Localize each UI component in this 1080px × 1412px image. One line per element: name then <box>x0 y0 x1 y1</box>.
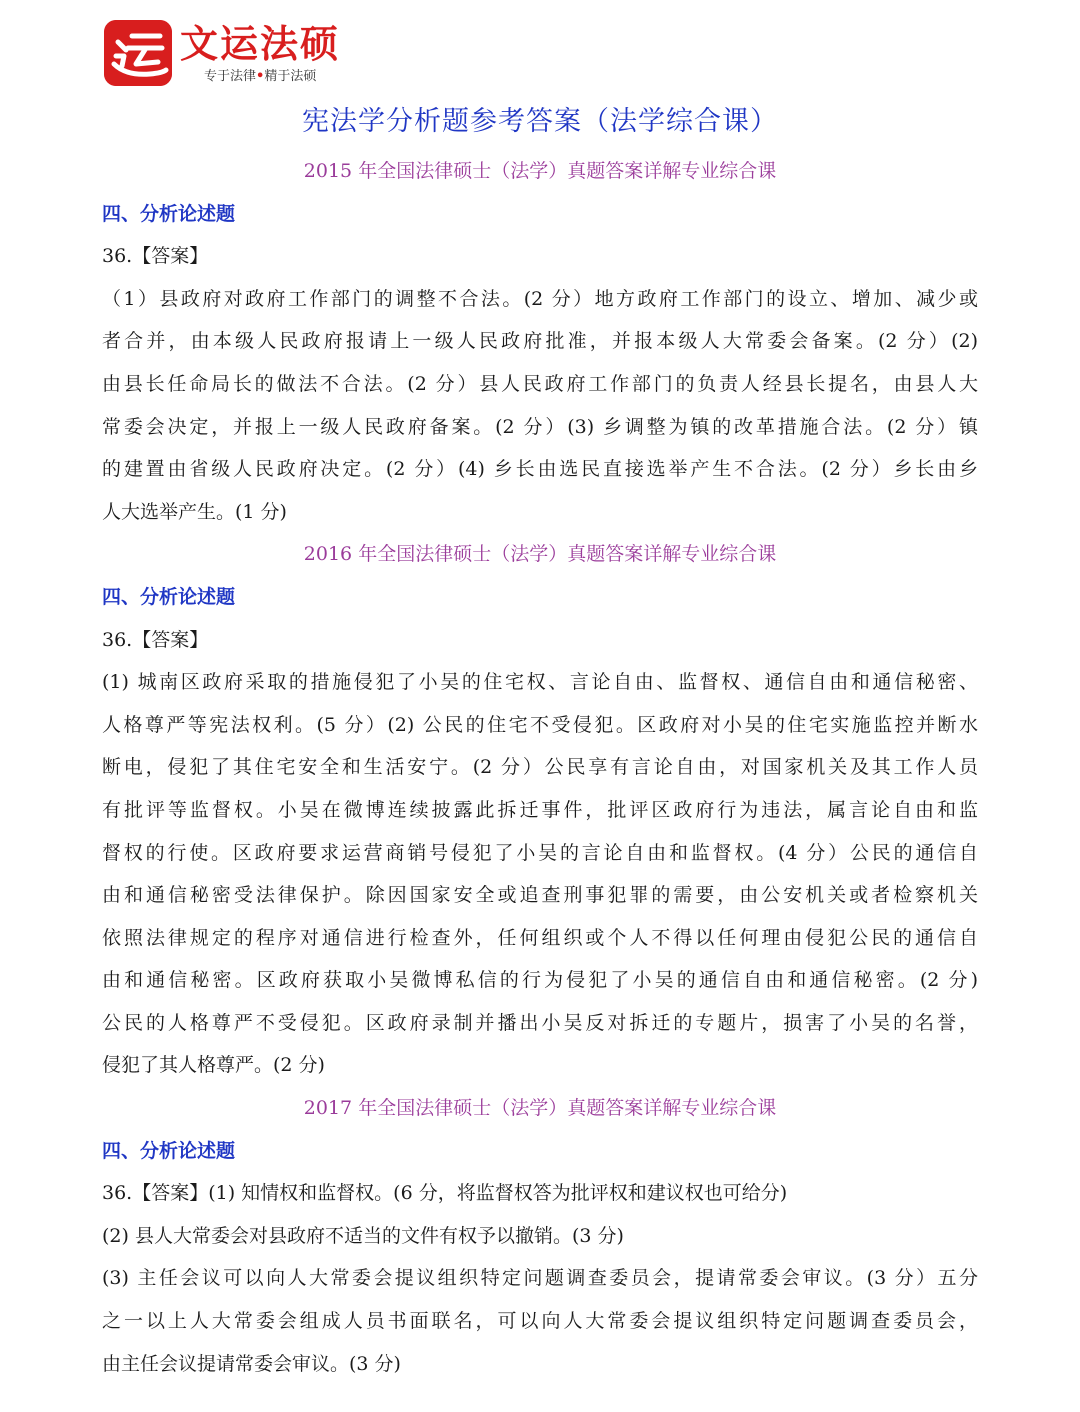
tagline-dot: • <box>256 69 265 84</box>
question-label-2017: 36.【答案】 <box>102 1182 209 1205</box>
answer-line: 督权的行使。区政府要求运营商销号侵犯了小吴的言论自由和监督权。(4 分）公民的通信自 <box>102 841 978 864</box>
section-heading-2017: 四、分析论述题 <box>102 1139 236 1162</box>
answer-line: 人大选举产生。(1 分) <box>102 500 287 523</box>
answer-line: (1) 城南区政府采取的措施侵犯了小吴的住宅权、言论自由、监督权、通信自由和通信秘密、 <box>102 671 978 694</box>
tagline-part-2: 精于法硕 <box>264 69 317 84</box>
answer-line: 之一以上人大常委会组成人员书面联名，可以向人大常委会提议组织特定问题调查委员会， <box>102 1310 978 1333</box>
answer-line-first: (1) 知情权和监督权。(6 分，将监督权答为批评权和建议权也可给分) <box>208 1182 788 1205</box>
question-label-2016: 36.【答案】 <box>102 628 209 651</box>
question-line-2017 <box>102 1172 978 1215</box>
answer-line: 有批评等监督权。小吴在微博连续披露此拆迁事件，批评区政府行为违法，属言论自由和监 <box>102 798 978 821</box>
document-title: 宪法学分析题参考答案（法学综合课） <box>302 106 778 137</box>
year-heading-2016: 2016 年全国法律硕士（法学）真题答案详解专业综合课 <box>303 543 777 566</box>
brand-name: 文运法硕 <box>180 22 341 66</box>
brand-logo <box>104 20 364 92</box>
document-body <box>102 150 978 1385</box>
tagline-part-1: 专于法律 <box>204 69 257 84</box>
answer-line: 依照法律规定的程序对通信进行检查外，任何组织或个人不得以任何理由侵犯公民的通信自 <box>102 926 978 949</box>
brand-tagline <box>204 68 316 86</box>
year-heading-2017: 2017 年全国法律硕士（法学）真题答案详解专业综合课 <box>303 1097 777 1120</box>
answer-line: (2) 县人大常委会对县政府不适当的文件有权予以撤销。(3 分) <box>102 1224 624 1247</box>
answer-line: 公民的人格尊严不受侵犯。区政府录制并播出小吴反对拆迁的专题片，损害了小吴的名誉， <box>102 1011 978 1034</box>
answer-line: 的建置由省级人民政府决定。(2 分）(4) 乡长由选民直接选举产生不合法。(2 分）乡长由乡 <box>102 458 978 481</box>
answer-line: 侵犯了其人格尊严。(2 分) <box>102 1054 325 1077</box>
section-heading-2016: 四、分析论述题 <box>102 585 236 608</box>
answer-line: 者合并，由本级人民政府报请上一级人民政府批准，并报本级人大常委会备案。(2 分）(2) <box>102 330 978 353</box>
answer-line: (3) 主任会议可以向人大常委会提议组织特定问题调查委员会，提请常委会审议。(3 分）五分 <box>102 1267 978 1290</box>
section-heading-2015: 四、分析论述题 <box>102 202 236 225</box>
answer-line: 由和通信秘密受法律保护。除因国家安全或追查刑事犯罪的需要，由公安机关或者检察机关 <box>102 884 978 907</box>
answer-line: 由和通信秘密。区政府获取小吴微博私信的行为侵犯了小吴的通信自由和通信秘密。(2 分) <box>102 969 978 992</box>
answer-line: 由主任会议提请常委会审议。(3 分) <box>102 1352 401 1375</box>
brand-mark-icon <box>104 20 172 86</box>
answer-line: 断电，侵犯了其住宅安全和生活安宁。(2 分）公民享有言论自由，对国家机关及其工作人员 <box>102 756 978 779</box>
answer-line: 由县长任命局长的做法不合法。(2 分）县人民政府工作部门的负责人经县长提名，由县人大 <box>102 372 978 395</box>
answer-line: 常委会决定，并报上一级人民政府备案。(2 分）(3) 乡调整为镇的改革措施合法。(2 分）镇 <box>102 415 978 438</box>
answer-line: 人格尊严等宪法权利。(5 分）(2) 公民的住宅不受侵犯。区政府对小吴的住宅实施监控并断水 <box>102 713 978 736</box>
year-heading-2015: 2015 年全国法律硕士（法学）真题答案详解专业综合课 <box>303 160 777 182</box>
answer-line: （1）县政府对政府工作部门的调整不合法。(2 分）地方政府工作部门的设立、增加、减少或 <box>102 287 978 310</box>
question-label-2015: 36.【答案】 <box>102 245 209 268</box>
